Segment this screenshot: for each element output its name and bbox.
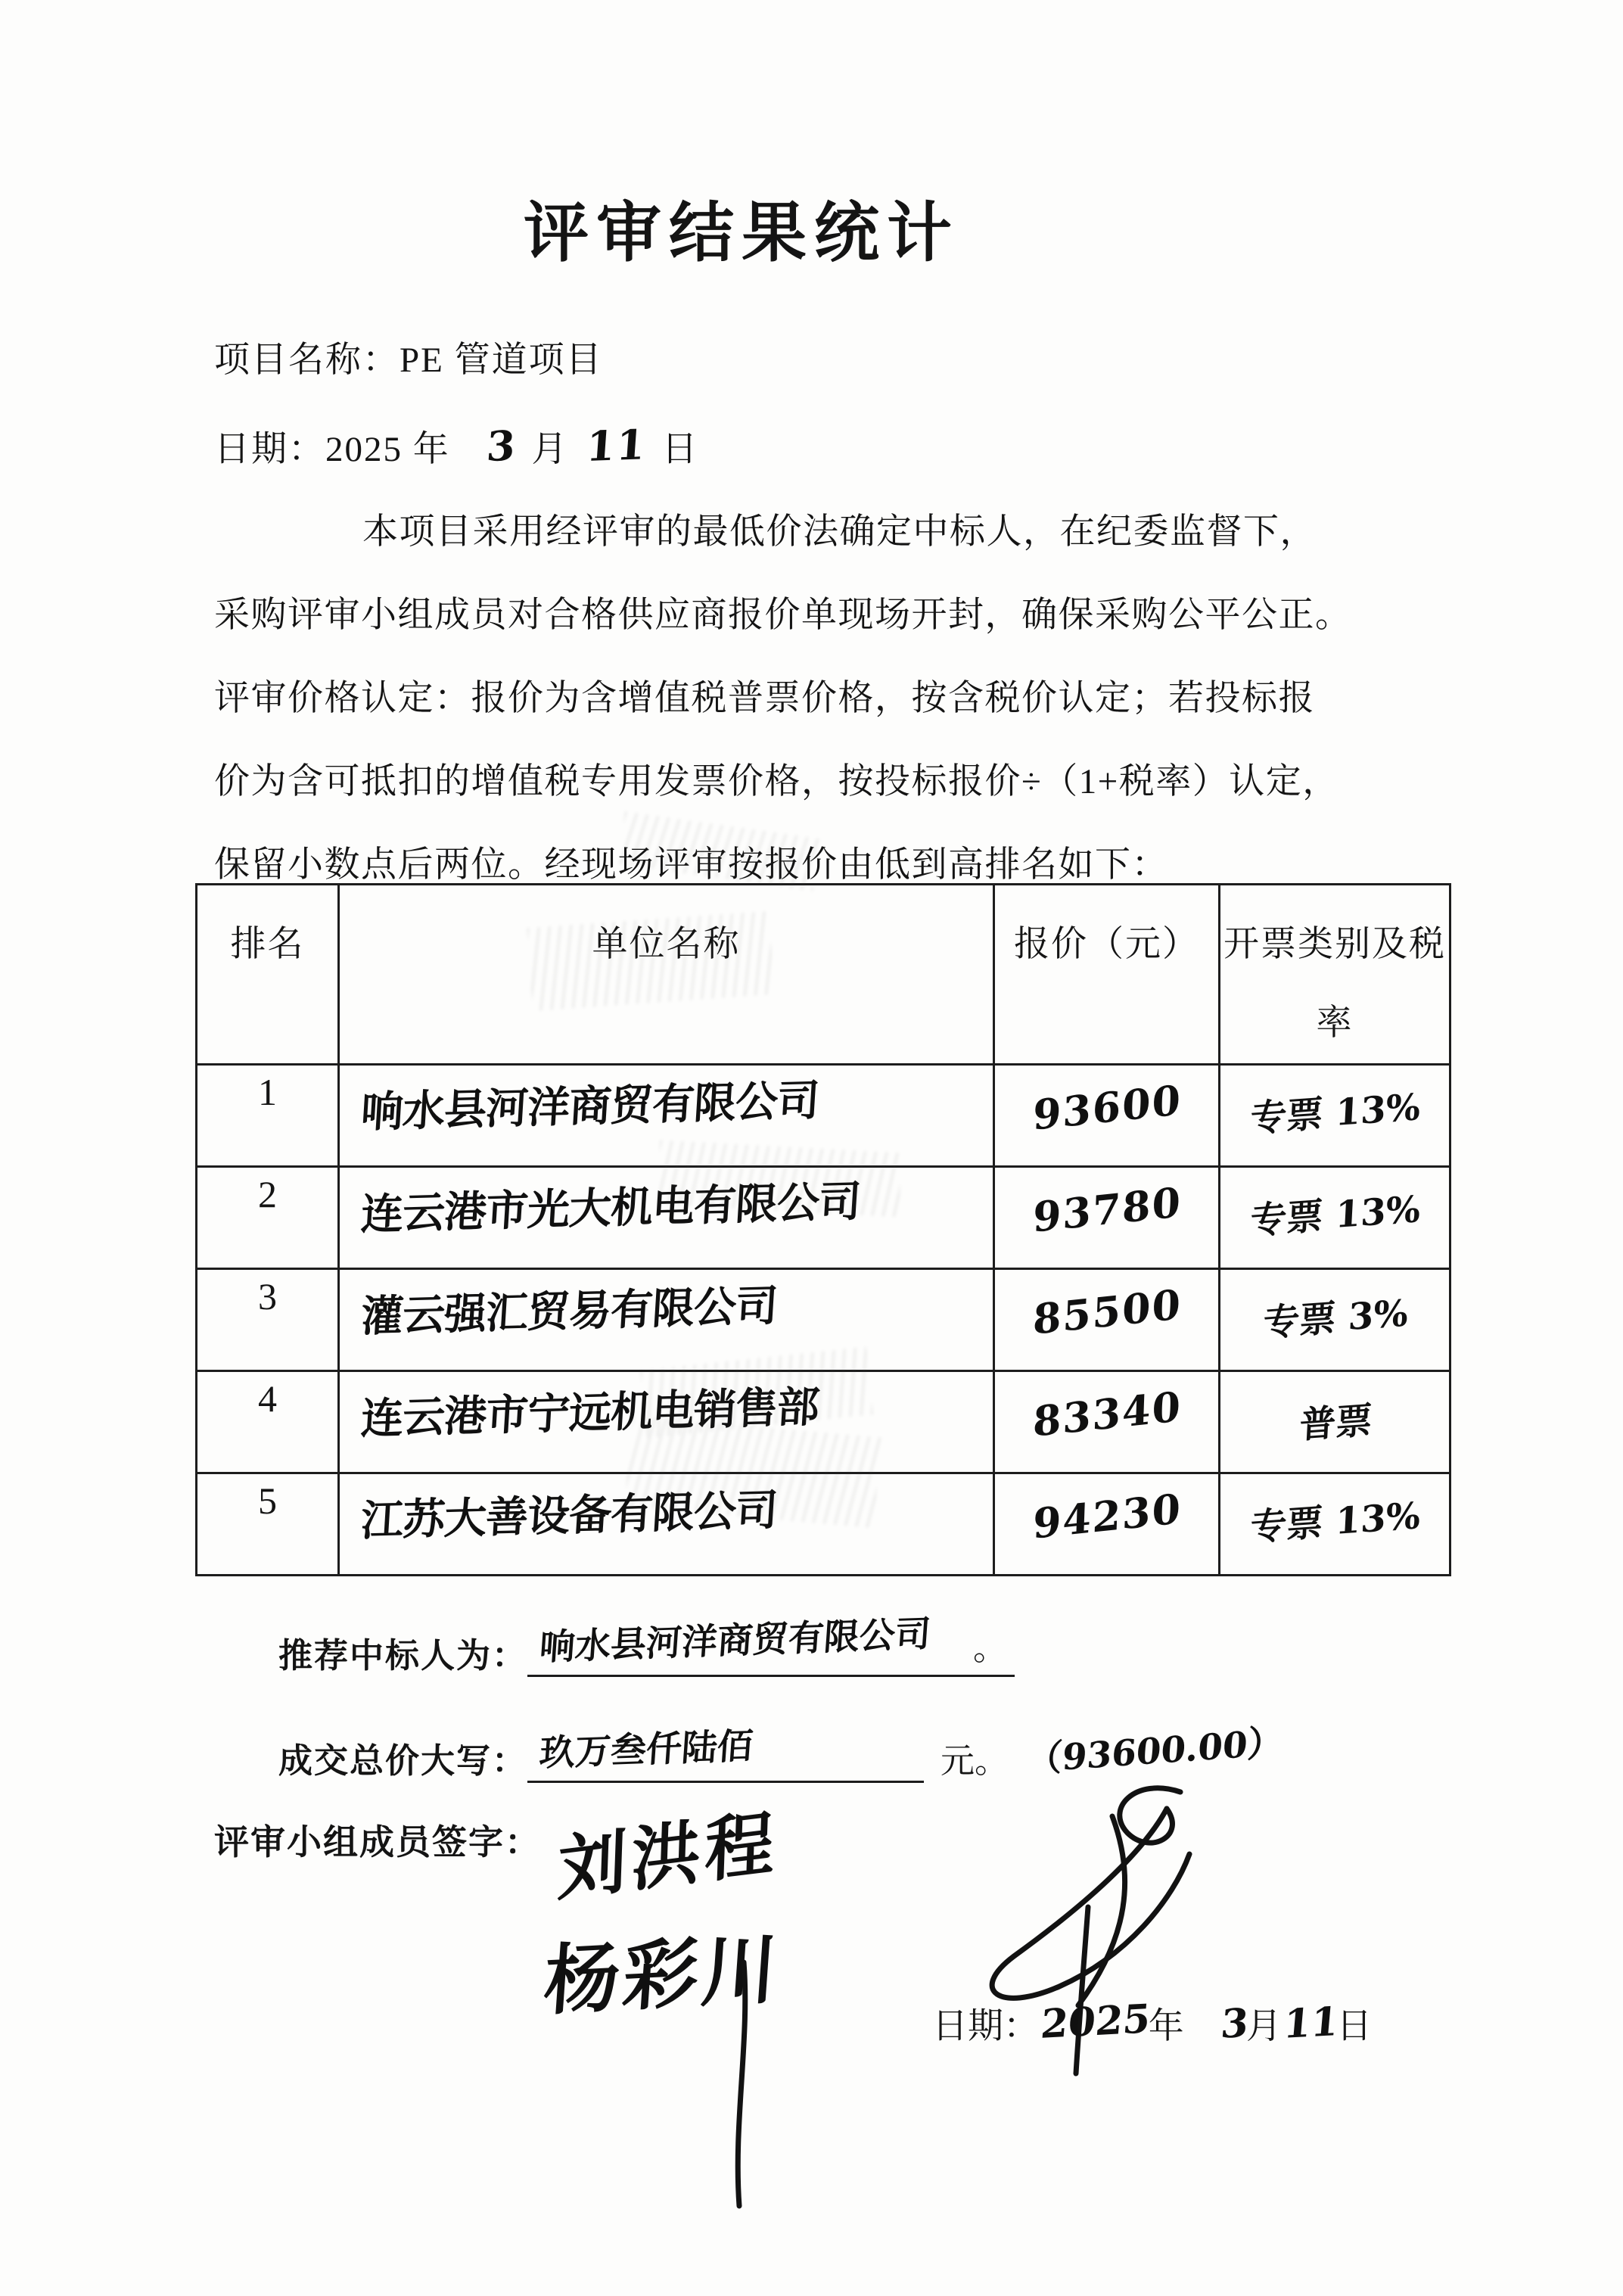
price-handwritten: 85500	[1031, 1279, 1183, 1344]
date-line	[214, 421, 698, 471]
tax-cell	[1220, 1167, 1450, 1269]
bottom-date-month-unit: 月	[1245, 2007, 1282, 2046]
header-tax: 开票类别及税率	[1220, 885, 1450, 1065]
paragraph-line: 本项目采用经评审的最低价法确定中标人，在纪委监督下，	[362, 512, 1317, 552]
project-name-label: 项目名称：	[214, 341, 400, 380]
rank-cell: 4	[197, 1371, 339, 1473]
date-year: 2025	[325, 430, 403, 469]
signature-3-handwritten: 杨彩川	[541, 1924, 784, 2026]
company-handwritten: 灌云强汇贸易有限公司	[359, 1280, 779, 1342]
price-handwritten: 93600	[1031, 1075, 1183, 1140]
date-day-handwritten: 11	[585, 420, 648, 471]
amount-underline-field	[527, 1725, 924, 1783]
price-cell	[994, 1269, 1220, 1371]
rank-cell: 3	[197, 1269, 339, 1371]
amount-label: 成交总价大写：	[278, 1741, 528, 1780]
price-cell	[994, 1473, 1220, 1576]
price-handwritten: 94230	[1031, 1483, 1183, 1548]
price-cell	[994, 1065, 1220, 1167]
bottom-date-line	[932, 1998, 1372, 2049]
project-name-value: PE 管道项目	[400, 341, 603, 380]
rank-cell: 1	[197, 1065, 339, 1167]
project-name-line	[214, 331, 603, 382]
date-month-handwritten: 3	[484, 421, 518, 471]
company-cell	[339, 1065, 994, 1167]
date-day-unit: 日	[661, 430, 699, 469]
price-cell	[994, 1167, 1220, 1269]
header-price: 报价（元）	[994, 885, 1220, 1065]
tax-handwritten: 专票 13%	[1249, 1494, 1422, 1549]
price-handwritten: 83340	[1031, 1381, 1183, 1446]
ranking-table	[195, 883, 1451, 1576]
tax-handwritten: 专票 3%	[1262, 1291, 1410, 1345]
tax-cell	[1220, 1065, 1450, 1167]
recommended-winner-line	[278, 1613, 1015, 1677]
tax-cell	[1220, 1473, 1450, 1576]
company-cell	[339, 1167, 994, 1269]
rank-cell: 5	[197, 1473, 339, 1576]
table-row	[197, 1167, 1450, 1269]
body-paragraph	[214, 490, 1394, 907]
company-cell	[339, 1473, 994, 1576]
winner-handwritten: 响水县河洋商贸有限公司	[538, 1613, 932, 1669]
table-row	[197, 1473, 1450, 1576]
company-cell	[339, 1371, 994, 1473]
company-handwritten: 连云港市光大机电有限公司	[359, 1176, 863, 1240]
bottom-date-label: 日期：	[932, 2007, 1039, 2046]
winner-period: 。	[973, 1629, 1008, 1667]
bottom-date-month-handwritten: 3	[1218, 1999, 1251, 2048]
rank-cell: 2	[197, 1167, 339, 1269]
date-month-unit: 月	[531, 430, 569, 469]
company-handwritten: 连云港市宁远机电销售部	[359, 1382, 821, 1444]
paragraph-line: 评审价格认定：报价为含增值税普票价格，按含税价认定；若投标报	[214, 679, 1315, 718]
tax-handwritten: 专票 13%	[1249, 1187, 1422, 1243]
paragraph-line: 价为含可抵扣的增值税专用发票价格，按投标报价÷（1+税率）认定，	[214, 762, 1339, 801]
tax-handwritten: 专票 13%	[1249, 1085, 1422, 1140]
header-company: 单位名称	[339, 885, 994, 1065]
winner-underline-field	[527, 1613, 1015, 1677]
bottom-date-year-unit: 年	[1148, 2007, 1184, 2046]
signature-section-label: 评审小组成员签字：	[214, 1822, 541, 1862]
date-label: 日期：	[214, 430, 325, 469]
company-cell	[339, 1269, 994, 1371]
company-handwritten: 江苏大善设备有限公司	[359, 1485, 779, 1546]
bottom-date-day-handwritten: 11	[1281, 1998, 1341, 2048]
date-year-unit: 年	[412, 430, 450, 469]
company-handwritten: 响水县河洋商贸有限公司	[359, 1075, 821, 1137]
table-header-row	[197, 885, 1450, 1065]
tax-cell	[1220, 1269, 1450, 1371]
amount-capital-handwritten: 玖万叁仟陆佰	[538, 1725, 754, 1775]
header-rank: 排名	[197, 885, 339, 1065]
tax-handwritten: 普票	[1298, 1398, 1373, 1447]
signature-3-descender	[723, 1956, 760, 2214]
paragraph-line: 保留小数点后两位。经现场评审按报价由低到高排名如下：	[214, 845, 1168, 885]
price-handwritten: 93780	[1031, 1177, 1183, 1242]
page-title: 评审结果统计	[524, 197, 959, 269]
price-cell	[994, 1371, 1220, 1473]
amount-unit: 元。	[941, 1742, 1009, 1780]
bottom-date-year-handwritten: 2025	[1039, 1996, 1152, 2048]
signature-1	[556, 1800, 780, 1915]
signature-1-handwritten: 刘洪程	[556, 1800, 780, 1911]
tax-cell	[1220, 1371, 1450, 1473]
bottom-date-day-unit: 日	[1336, 2007, 1373, 2046]
amount-numeric-handwritten: （93600.00）	[1025, 1721, 1285, 1781]
table-row	[197, 1371, 1450, 1473]
paragraph-line: 采购评审小组成员对合格供应商报价单现场开封，确保采购公平公正。	[214, 596, 1352, 635]
table-row	[197, 1269, 1450, 1371]
winner-label: 推荐中标人为：	[278, 1636, 528, 1675]
table-row	[197, 1065, 1450, 1167]
